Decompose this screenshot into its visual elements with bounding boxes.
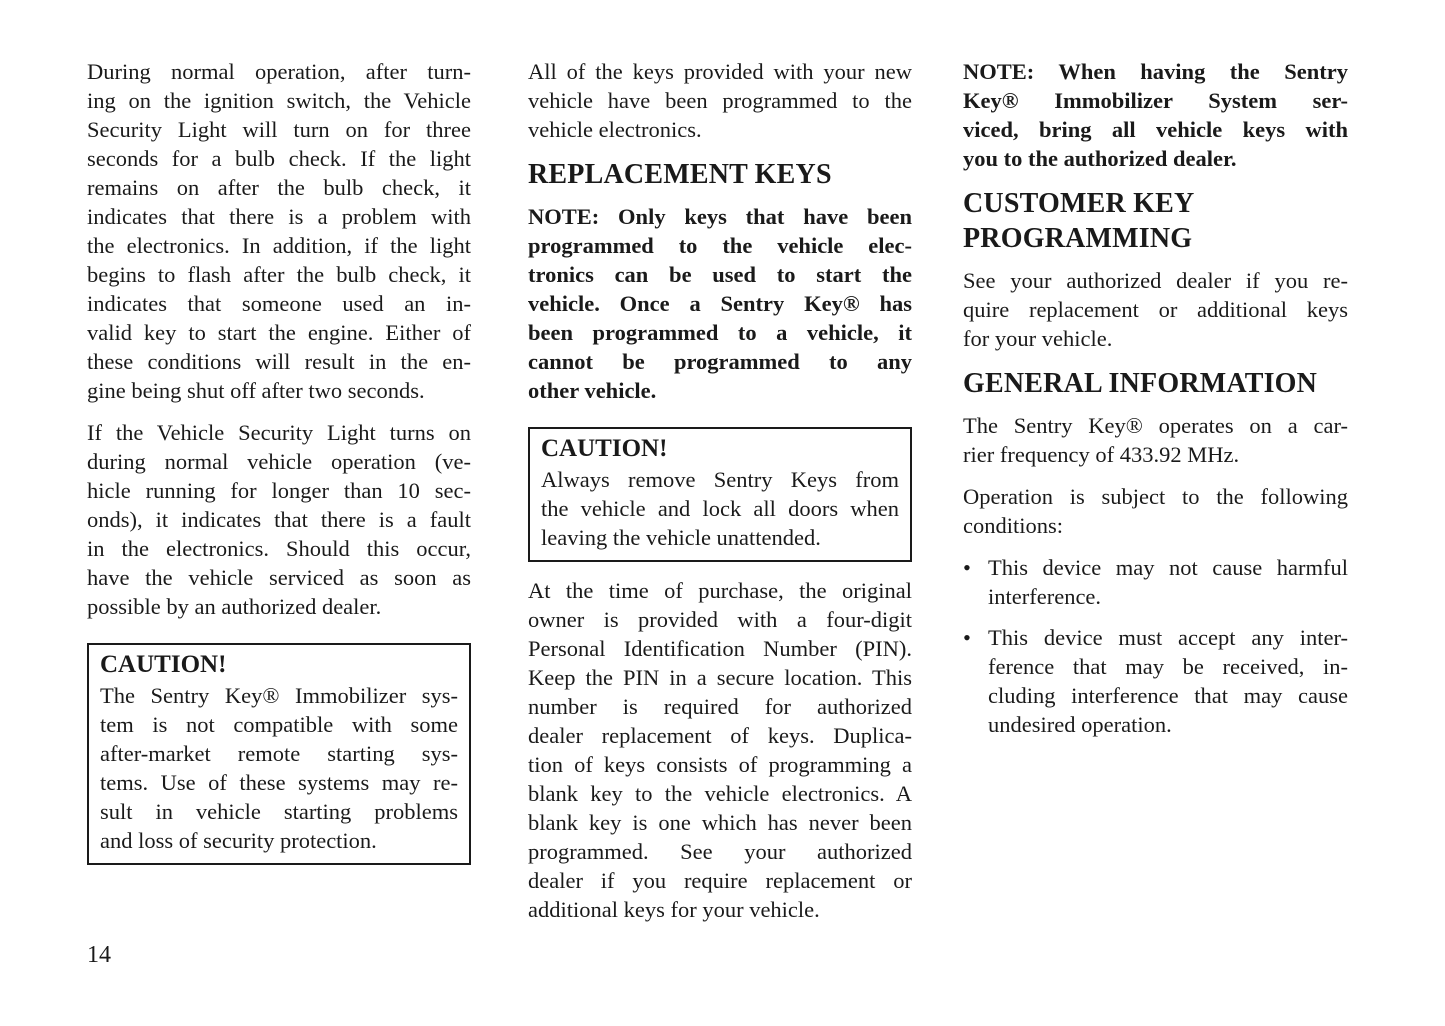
- text-line: remains on after the bulb check, it: [87, 175, 471, 200]
- text-line: NOTE: When having the Sentry: [963, 59, 1348, 84]
- paragraph-see-dealer: [963, 266, 1348, 353]
- text-line: have the vehicle serviced as soon as: [87, 565, 471, 590]
- text-line: During normal operation, after turn-: [87, 59, 471, 84]
- page-number: 14: [87, 942, 111, 968]
- text-line: tems. Use of these systems may re-: [100, 770, 458, 795]
- text-line: blank key to the vehicle electronics. A: [528, 781, 912, 806]
- heading-customer-key-programming: [963, 186, 1348, 256]
- heading-general-information: GENERAL INFORMATION: [963, 368, 1318, 399]
- text-line: begins to flash after the bulb check, it: [87, 262, 471, 287]
- text-line: quire replacement or additional keys: [963, 297, 1348, 322]
- text-line: ference that may be received, in-: [988, 654, 1348, 679]
- text-line: Key® Immobilizer System ser-: [963, 88, 1348, 113]
- text-line: in the electronics. Should this occur,: [87, 536, 471, 561]
- conditions-list: [963, 553, 1348, 739]
- caution-box-remote-start: [87, 643, 471, 865]
- heading-replacement-keys: REPLACEMENT KEYS: [528, 159, 832, 190]
- text-line: Personal Identification Number (PIN).: [528, 636, 912, 661]
- note-bring-keys: [963, 57, 1348, 173]
- caution-box-remove-keys: [528, 427, 912, 562]
- bullet-icon: •: [963, 625, 971, 650]
- caution-text: [100, 681, 458, 855]
- text-line: onds), it indicates that there is a fault: [87, 507, 471, 532]
- text-line: indicates that there is a problem with: [87, 204, 471, 229]
- text-line: these conditions will result in the en-: [87, 349, 471, 374]
- text-line: the electronics. In addition, if the light: [87, 233, 471, 258]
- text-line: dealer replacement of keys. Duplica-: [528, 723, 912, 748]
- text-line: after-market remote starting sys-: [100, 741, 458, 766]
- text-line: seconds for a bulb check. If the light: [87, 146, 471, 171]
- text-line: rier frequency of 433.92 MHz.: [963, 442, 1240, 467]
- text-line: tronics can be used to start the: [528, 262, 912, 287]
- text-line: interference.: [988, 584, 1102, 609]
- text-line: vehicle. Once a Sentry Key® has: [528, 291, 912, 316]
- text-line: the vehicle and lock all doors when: [541, 496, 899, 521]
- paragraph-keys-programmed: [528, 57, 912, 144]
- text-line: All of the keys provided with your new: [528, 59, 912, 84]
- text-line: other vehicle.: [528, 378, 657, 403]
- caution-text: [541, 465, 899, 552]
- text-line: vehicle electronics.: [528, 117, 702, 142]
- paragraph-pin: [528, 576, 912, 924]
- text-line: This device must accept any inter-: [988, 625, 1348, 650]
- text-line: number is required for authorized: [528, 694, 912, 719]
- heading-line: CUSTOMER KEY: [963, 188, 1195, 219]
- heading-line: PROGRAMMING: [963, 223, 1193, 254]
- text-line: hicle running for longer than 10 sec-: [87, 478, 471, 503]
- paragraph-security-light-fault: [87, 418, 471, 621]
- text-line: NOTE: Only keys that have been: [528, 204, 912, 229]
- text-line: for your vehicle.: [963, 326, 1113, 351]
- text-line: been programmed to a vehicle, it: [528, 320, 912, 345]
- text-line: tem is not compatible with some: [100, 712, 458, 737]
- text-line: Always remove Sentry Keys from: [541, 467, 899, 492]
- text-line: This device may not cause harmful: [988, 555, 1348, 580]
- text-line: dealer if you require replacement or: [528, 868, 912, 893]
- text-line: and loss of security protection.: [100, 828, 377, 853]
- text-line: Security Light will turn on for three: [87, 117, 471, 142]
- column-3: [963, 57, 1348, 751]
- paragraph-conditions: [963, 482, 1348, 540]
- text-line: cluding interference that may cause: [988, 683, 1348, 708]
- text-line: programmed to the vehicle elec-: [528, 233, 912, 258]
- text-line: Operation is subject to the following: [963, 484, 1348, 509]
- text-line: At the time of purchase, the original: [528, 578, 912, 603]
- text-line: If the Vehicle Security Light turns on: [87, 420, 471, 445]
- text-line: during normal vehicle operation (ve-: [87, 449, 471, 474]
- text-line: leaving the vehicle unattended.: [541, 525, 821, 550]
- paragraph-security-light-operation: [87, 57, 471, 405]
- text-line: possible by an authorized dealer.: [87, 594, 382, 619]
- text-line: blank key is one which has never been: [528, 810, 912, 835]
- list-item: [963, 623, 1348, 739]
- text-line: undesired operation.: [988, 712, 1172, 737]
- column-2: [528, 57, 912, 937]
- text-line: ing on the ignition switch, the Vehicle: [87, 88, 471, 113]
- text-line: owner is provided with a four-digit: [528, 607, 912, 632]
- note-replacement-keys: [528, 202, 912, 405]
- text-line: vehicle have been programmed to the: [528, 88, 912, 113]
- paragraph-frequency: [963, 411, 1348, 469]
- bullet-icon: •: [963, 555, 971, 580]
- text-line: conditions:: [963, 513, 1063, 538]
- text-line: valid key to start the engine. Either of: [87, 320, 471, 345]
- text-line: The Sentry Key® Immobilizer sys-: [100, 683, 458, 708]
- text-line: cannot be programmed to any: [528, 349, 912, 374]
- text-line: indicates that someone used an in-: [87, 291, 471, 316]
- text-line: The Sentry Key® operates on a car-: [963, 413, 1348, 438]
- list-item: [963, 553, 1348, 611]
- text-line: gine being shut off after two seconds.: [87, 378, 425, 403]
- text-line: viced, bring all vehicle keys with: [963, 117, 1348, 142]
- text-line: additional keys for your vehicle.: [528, 897, 820, 922]
- text-line: you to the authorized dealer.: [963, 146, 1237, 171]
- text-line: programmed. See your authorized: [528, 839, 912, 864]
- column-1: [87, 57, 471, 879]
- text-line: See your authorized dealer if you re-: [963, 268, 1348, 293]
- text-line: sult in vehicle starting problems: [100, 799, 458, 824]
- caution-title: CAUTION!: [541, 435, 668, 462]
- text-line: Keep the PIN in a secure location. This: [528, 665, 912, 690]
- caution-title: CAUTION!: [100, 651, 227, 678]
- text-line: tion of keys consists of programming a: [528, 752, 912, 777]
